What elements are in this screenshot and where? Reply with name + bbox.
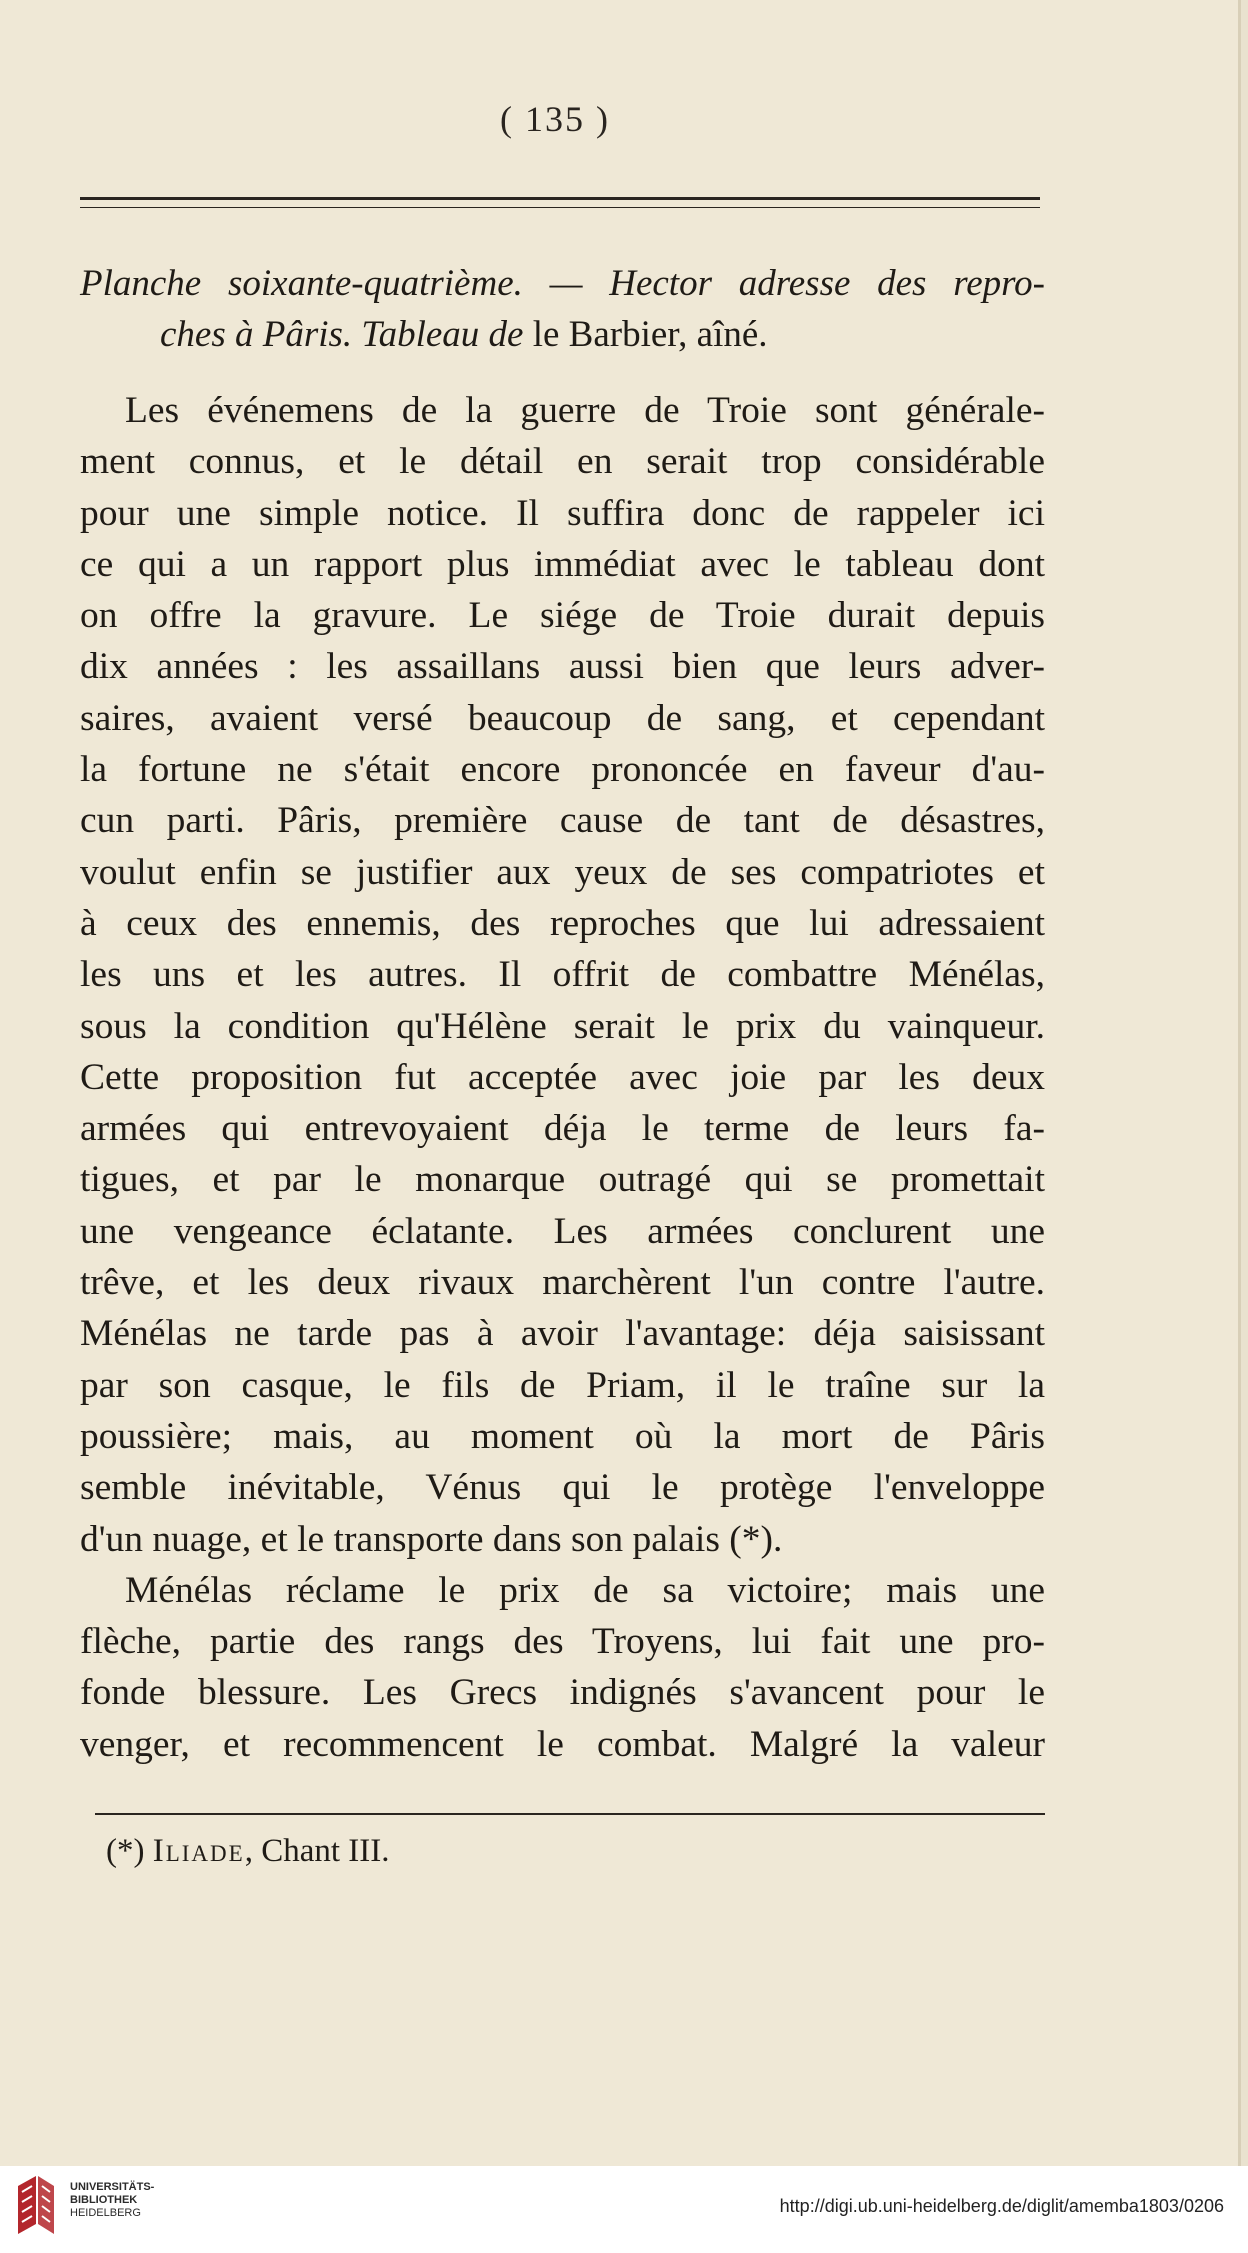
library-name-line-3: HEIDELBERG	[70, 2207, 141, 2219]
text-line: Cette proposition fut acceptée avec joie par les deux	[80, 1056, 1045, 1098]
text-line: ment connus, et le détail en serait trop considérable	[80, 441, 1045, 483]
footnote-work: Iliade	[152, 1833, 245, 1869]
text-line: d'un nuage, et le transporte dans son palais (*).	[80, 1518, 783, 1560]
footnote-rest: , Chant III.	[244, 1833, 390, 1869]
page-number-header: ( 135 )	[500, 99, 610, 139]
text-line: à ceux des ennemis, des reproches que lui adressaient	[80, 902, 1045, 944]
plate-caption	[80, 258, 1045, 360]
text-line: armées qui entrevoyaient déja le terme de leurs fa-	[80, 1108, 1045, 1150]
text-line: trêve, et les deux rivaux marchèrent l'un contre l'autre.	[80, 1262, 1045, 1304]
footnote-marker: (*)	[106, 1833, 145, 1869]
header-rule-thin	[80, 207, 1040, 208]
caption-line-2-roman: le Barbier, aîné.	[523, 314, 768, 355]
text-line: flèche, partie des rangs des Troyens, lui fait une pro-	[80, 1621, 1045, 1663]
text-line: voulut enfin se justifier aux yeux de ses compatriotes et	[80, 851, 1045, 893]
text-line: la fortune ne s'était encore prononcée en faveur d'au-	[80, 749, 1045, 791]
caption-line-1: Planche soixante-quatrième. — Hector adresse des repro-	[80, 263, 1045, 304]
text-line: venger, et recommencent le combat. Malgré la valeur	[80, 1723, 1045, 1765]
text-line: cun parti. Pâris, première cause de tant de désastres,	[80, 800, 1045, 842]
text-line: Ménélas réclame le prix de sa victoire; mais une	[125, 1569, 1045, 1611]
text-line: dix années : les assaillans aussi bien que leurs adver-	[80, 646, 1045, 688]
text-line: les uns et les autres. Il offrit de combattre Ménélas,	[80, 954, 1045, 996]
text-line: Ménélas ne tarde pas à avoir l'avantage: déja saisissant	[80, 1313, 1045, 1355]
caption-line-2	[80, 309, 1045, 360]
library-logo-icon	[12, 2172, 60, 2242]
text-line: on offre la gravure. Le siége de Troie durait depuis	[80, 595, 1045, 637]
footnote	[106, 1833, 390, 1870]
text-line: ce qui a un rapport plus immédiat avec le tableau dont	[80, 543, 1045, 585]
text-line: sous la condition qu'Hélène serait le prix du vainqueur.	[80, 1005, 1045, 1047]
text-line: par son casque, le fils de Priam, il le traîne sur la	[80, 1364, 1045, 1406]
text-line: fonde blessure. Les Grecs indignés s'avancent pour le	[80, 1672, 1045, 1714]
library-name	[70, 2181, 154, 2220]
header-rule	[80, 197, 1040, 200]
body-text	[80, 385, 1045, 1770]
library-name-line-1: UNIVERSITÄTS-	[70, 2181, 155, 2193]
caption-line-2-italic: ches à Pâris. Tableau de	[160, 314, 524, 355]
source-url-link[interactable]: http://digi.ub.uni-heidelberg.de/diglit/amemba1803/0206	[779, 2196, 1224, 2216]
library-name-line-2: BIBLIOTHEK	[70, 2194, 138, 2206]
footnote-rule	[95, 1813, 1045, 1815]
text-line: semble inévitable, Vénus qui le protège l'enveloppe	[80, 1467, 1045, 1509]
text-line: une vengeance éclatante. Les armées conclurent une	[80, 1210, 1045, 1252]
text-line: Les événemens de la guerre de Troie sont générale-	[125, 390, 1045, 431]
text-line: saires, avaient versé beaucoup de sang, et cependant	[80, 697, 1045, 739]
text-line: pour une simple notice. Il suffira donc de rappeler ici	[80, 492, 1045, 534]
text-line: tigues, et par le monarque outragé qui se promettait	[80, 1159, 1045, 1201]
text-line: poussière; mais, au moment où la mort de Pâris	[80, 1415, 1045, 1457]
